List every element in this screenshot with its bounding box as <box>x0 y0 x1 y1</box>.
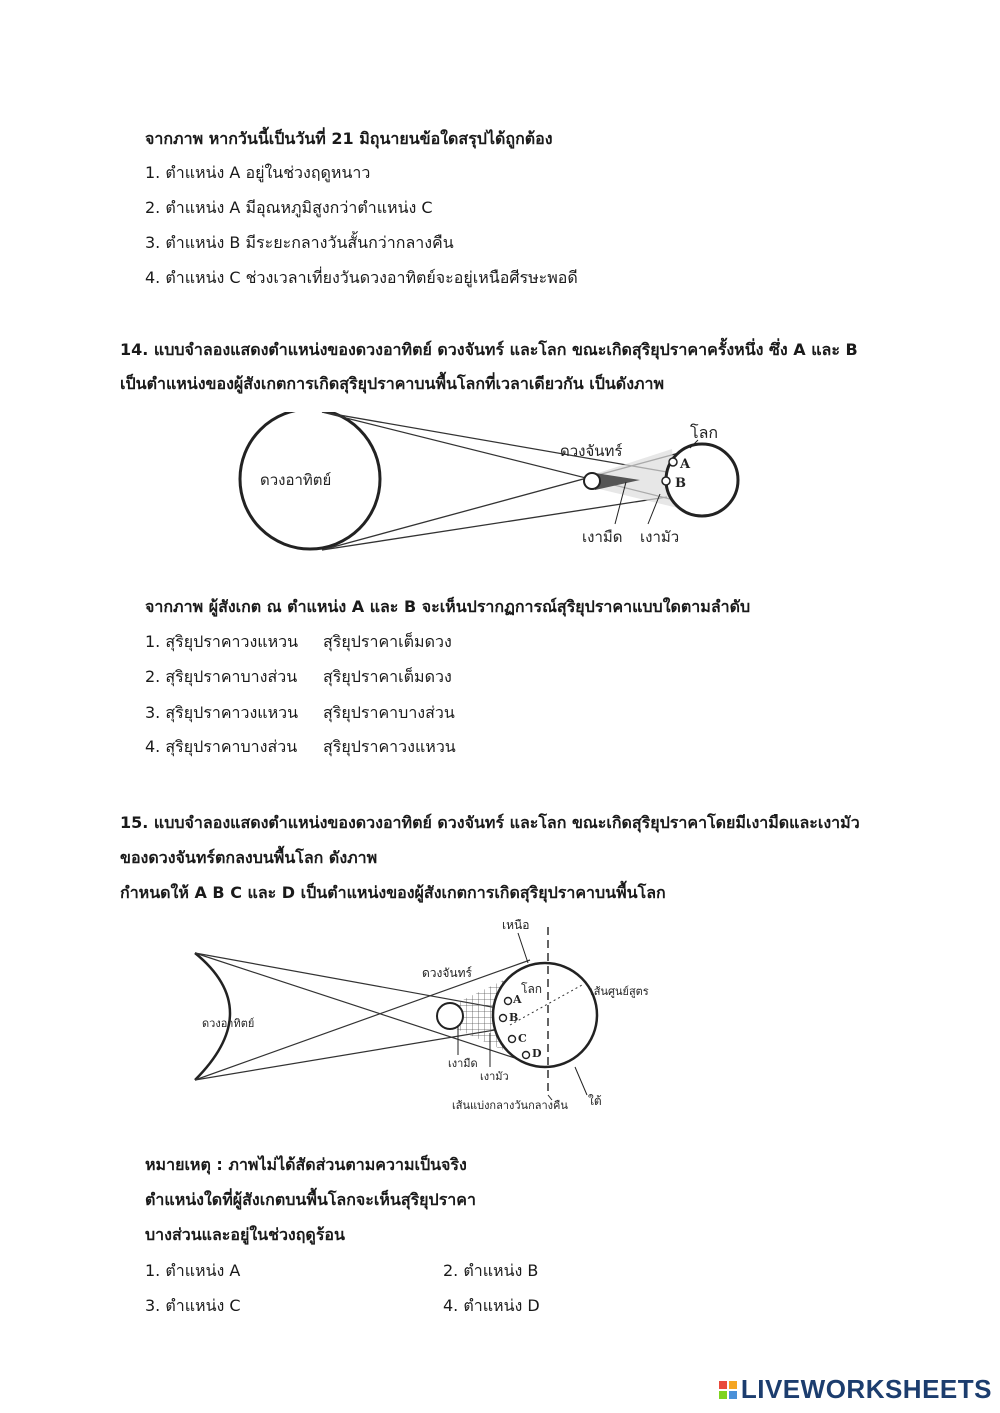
umbra-label: เงามืด <box>448 1057 478 1070</box>
point-c-label: C <box>518 1032 527 1045</box>
terminator-label: เส้นแบ่งกลางวันกลางคืน <box>452 1099 568 1112</box>
q14-option-4-b: สุริยุปราคาวงแหวน <box>323 737 456 756</box>
q14-option-1-a: 1. สุริยุปราคาวงแหวน <box>145 632 299 651</box>
q14-option-2-b: สุริยุปราคาเต็มดวง <box>323 667 452 686</box>
umbra-label: เงามืด <box>582 528 623 546</box>
south-label: ใต้ <box>588 1094 602 1108</box>
north-label: เหนือ <box>502 918 530 932</box>
q13-option-4[interactable]: 4. ตำแหน่ง C ช่วงเวลาเที่ยงวันดวงอาทิตย์จะอยู่เหนือศีรษะพอดี <box>145 268 578 287</box>
q15-question-line2: บางส่วนและอยู่ในช่วงฤดูร้อน <box>145 1225 345 1244</box>
q14-question: จากภาพ ผู้สังเกต ณ ตำแหน่ง A และ B จะเห็นปรากฏการณ์สุริยุปราคาแบบใดตามลำดับ <box>145 597 751 616</box>
q15-stem-line1: 15. แบบจำลองแสดงตำแหน่งของดวงอาทิตย์ ดวงจันทร์ และโลก ขณะเกิดสุริยุปราคาโดยมีเงามืดและเงามัว <box>120 813 860 832</box>
earth-label: โลก <box>690 423 719 442</box>
point-d-label: D <box>532 1047 542 1060</box>
q13-option-3[interactable]: 3. ตำแหน่ง B มีระยะกลางวันสั้นกว่ากลางคืน <box>145 233 454 252</box>
point-b-marker <box>662 477 670 485</box>
q13-option-2[interactable]: 2. ตำแหน่ง A มีอุณหภูมิสูงกว่าตำแหน่ง C <box>145 198 433 217</box>
liveworksheets-logo[interactable] <box>719 1374 992 1405</box>
moon-label: ดวงจันทร์ <box>422 966 472 980</box>
point-a-label: A <box>680 457 691 472</box>
q14-stem-line1: 14. แบบจำลองแสดงตำแหน่งของดวงอาทิตย์ ดวงจันทร์ และโลก ขณะเกิดสุริยุปราคาครั้งหนึ่ง ซึ่ง A และ B <box>120 340 858 359</box>
q14-option-1[interactable] <box>145 631 452 653</box>
point-b-label: B <box>509 1011 519 1024</box>
point-b-marker <box>500 1015 507 1022</box>
earth-label: โลก <box>521 982 543 996</box>
q14-option-3[interactable] <box>145 702 455 724</box>
penumbra-label: เงามัว <box>640 528 680 546</box>
q15-stem-line3: กำหนดให้ A B C และ D เป็นตำแหน่งของผู้สังเกตการเกิดสุริยุปราคาบนพื้นโลก <box>120 883 666 902</box>
q13-option-1[interactable]: 1. ตำแหน่ง A อยู่ในช่วงฤดูหนาว <box>145 163 371 182</box>
eclipse-diagram-q14 <box>230 412 750 560</box>
q14-option-1-b: สุริยุปราคาเต็มดวง <box>323 632 452 651</box>
q15-option-1[interactable]: 1. ตำแหน่ง A <box>145 1261 241 1280</box>
liveworksheets-logo-text: LIVEWORKSHEETS <box>740 1374 992 1404</box>
liveworksheets-logo-icon <box>719 1381 737 1399</box>
q14-option-3-b: สุริยุปราคาบางส่วน <box>323 703 455 722</box>
point-b-label: B <box>675 476 686 491</box>
q13-question: จากภาพ หากวันนี้เป็นวันที่ 21 มิถุนายนข้อใดสรุปได้ถูกต้อง <box>145 129 553 148</box>
point-c-marker <box>509 1036 516 1043</box>
q15-note: หมายเหตุ : ภาพไม่ได้สัดส่วนตามความเป็นจริง <box>145 1155 467 1174</box>
sun-label: ดวงอาทิตย์ <box>260 471 332 489</box>
q14-option-2[interactable] <box>145 666 452 688</box>
q14-option-2-a: 2. สุริยุปราคาบางส่วน <box>145 667 298 686</box>
q14-stem-line2: เป็นตำแหน่งของผู้สังเกตการเกิดสุริยุปราคาบนพื้นโลกที่เวลาเดียวกัน เป็นดังภาพ <box>120 374 665 393</box>
q15-option-4[interactable]: 4. ตำแหน่ง D <box>443 1296 540 1315</box>
q15-option-2[interactable]: 2. ตำแหน่ง B <box>443 1261 539 1280</box>
point-d-marker <box>523 1052 530 1059</box>
point-a-marker <box>669 458 677 466</box>
moon-circle <box>437 1003 463 1029</box>
moon-circle <box>584 473 600 489</box>
q14-option-3-a: 3. สุริยุปราคาวงแหวน <box>145 703 299 722</box>
q15-option-3[interactable]: 3. ตำแหน่ง C <box>145 1296 241 1315</box>
q15-stem-line2: ของดวงจันทร์ตกลงบนพื้นโลก ดังภาพ <box>120 848 378 867</box>
equator-label: เส้นศูนย์สูตร <box>590 985 649 998</box>
eclipse-diagram-q15 <box>190 915 670 1115</box>
q15-question-line1: ตำแหน่งใดที่ผู้สังเกตบนพื้นโลกจะเห็นสุริยุปราคา <box>145 1190 476 1209</box>
penumbra-label: เงามัว <box>480 1070 509 1083</box>
q14-option-4[interactable] <box>145 736 456 758</box>
q14-option-4-a: 4. สุริยุปราคาบางส่วน <box>145 737 298 756</box>
sun-label: ดวงอาทิตย์ <box>202 1017 255 1030</box>
moon-label: ดวงจันทร์ <box>560 442 623 460</box>
point-a-marker <box>505 998 512 1005</box>
point-a-label: A <box>513 993 522 1006</box>
